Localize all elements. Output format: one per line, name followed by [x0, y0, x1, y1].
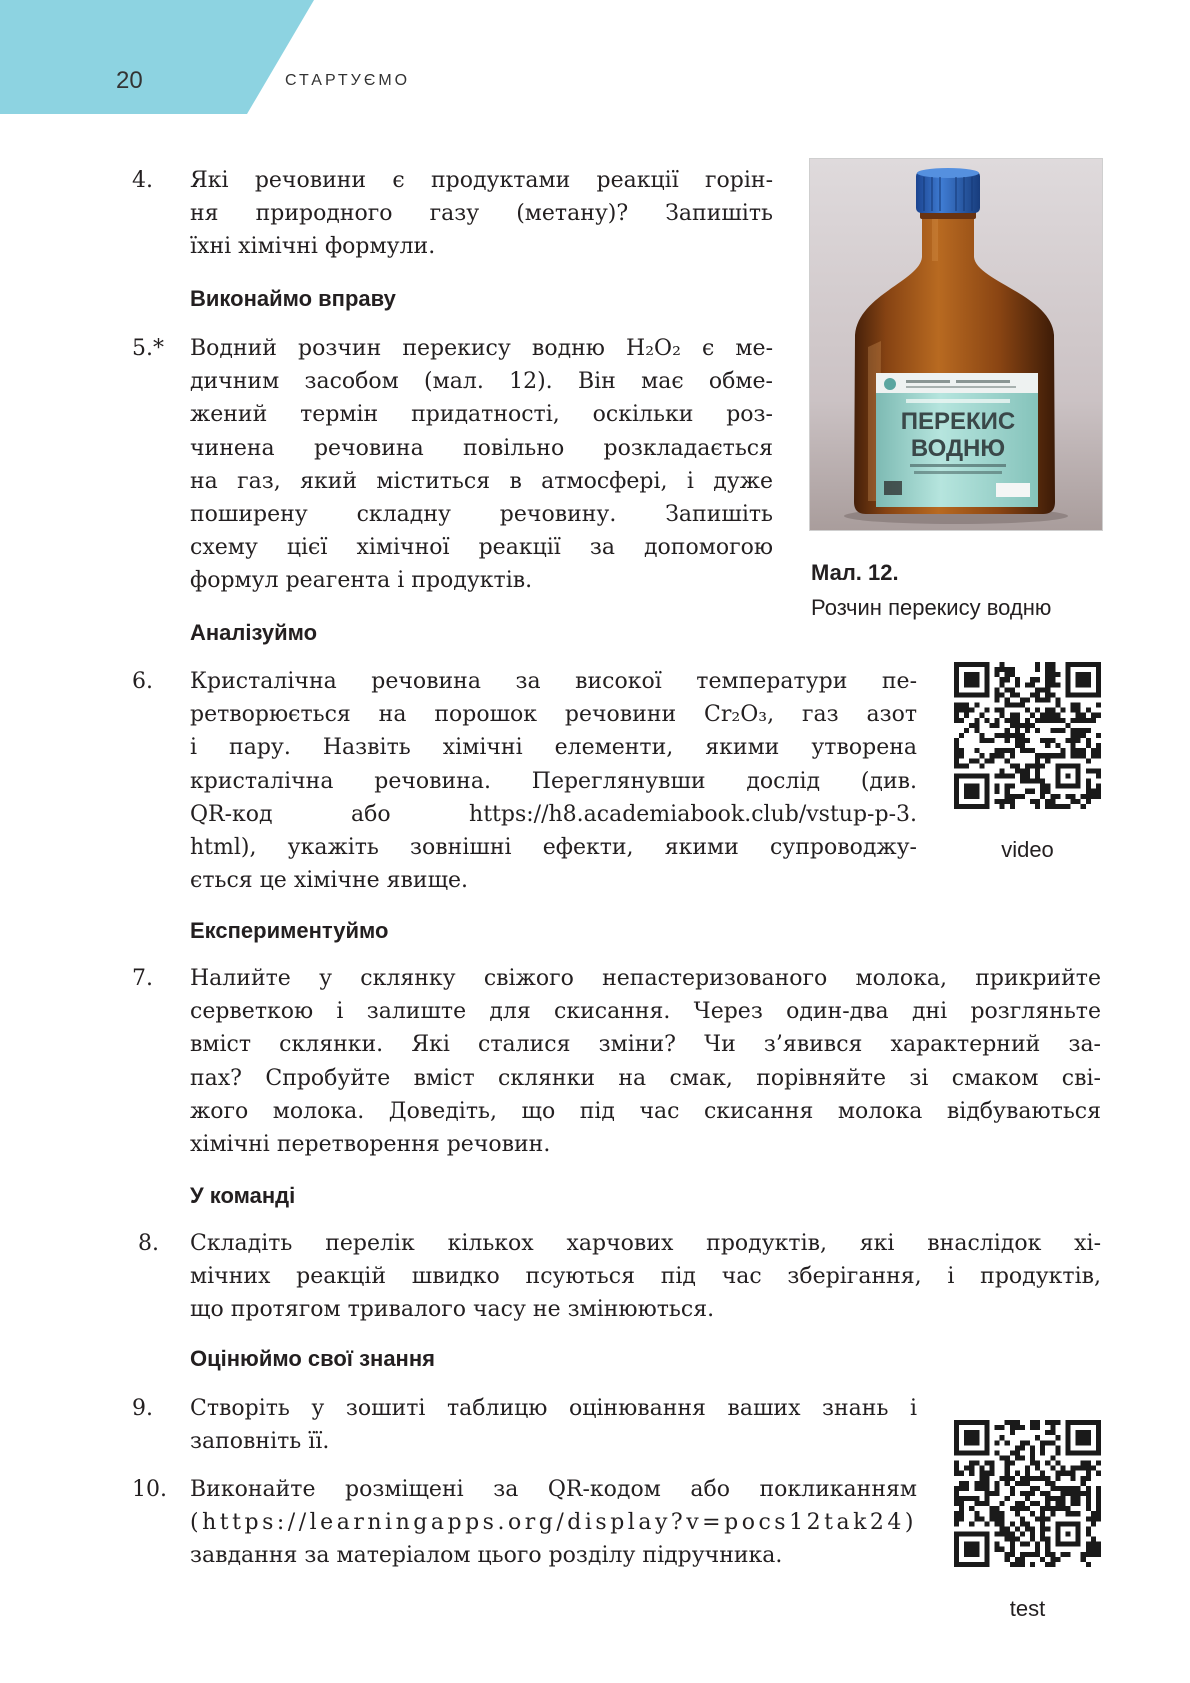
bottle-cap-top	[917, 168, 979, 178]
task-5-line: чинена речовина повільно розкладається	[190, 435, 773, 461]
task-9-number: 9.	[132, 1396, 153, 1421]
task-4-number: 4.	[132, 168, 153, 193]
qr-video-label: video	[1001, 837, 1054, 862]
section-title: СТАРТУЄМО	[285, 72, 411, 89]
header-band	[0, 0, 314, 114]
page-number: 20	[116, 67, 143, 94]
task-5-line: жений термін придатності, оскільки роз-	[190, 402, 773, 428]
task-10-line: завдання за матеріалом цього розділу підручника.	[190, 1543, 783, 1569]
task-7-line: жого молока. Доведіть, що під час скисання молока відбуваються	[190, 1098, 1101, 1124]
task-6-line: Кристалічна речовина за високої температури пе-	[190, 669, 917, 694]
heading-self-assess: Оцінюймо свої знання	[190, 1346, 435, 1371]
figure-caption-text: Розчин перекису водню	[811, 595, 1052, 620]
task-8-number: 8.	[138, 1231, 159, 1256]
task-6	[190, 665, 917, 897]
task-5	[190, 332, 773, 598]
task-4-line: ня природного газу (метану)? Запишіть	[190, 201, 773, 227]
qr-test-label: test	[1009, 1596, 1046, 1621]
task-10-line-url	[190, 1506, 917, 1539]
task-9	[190, 1392, 917, 1458]
task-6-line: ється це хімічне явище.	[190, 868, 469, 894]
task-10-line: Виконайте розміщені за QR-кодом або покликанням	[190, 1477, 917, 1502]
task-9-line: заповніть її.	[190, 1429, 330, 1455]
task-6-line: html), укажіть зовнішні ефекти, якими супроводжу-	[190, 834, 917, 860]
task-7-line: хімічні перетворення речовин.	[190, 1131, 551, 1157]
heading-exercise: Виконаймо вправу	[190, 286, 396, 311]
heading-experiment: Експериментуймо	[190, 918, 389, 943]
task-6-number: 6.	[132, 669, 153, 694]
task-8-line: мічних реакцій швидко псуються під час зберігання, і продуктів,	[190, 1264, 1101, 1290]
task-10	[190, 1473, 917, 1573]
qr-code-video	[954, 662, 1101, 809]
figure-caption-label: Мал. 12.	[811, 560, 899, 585]
task-7	[190, 962, 1101, 1161]
figure-photo	[810, 159, 1102, 530]
task-7-line: серветкою і залиште для скисання. Через один-два дні розгляньте	[190, 999, 1101, 1025]
task-6-line: кристалічна речовина. Переглянувши дослід (див.	[190, 768, 917, 794]
task-8	[190, 1227, 1101, 1327]
task-5-line: Водний розчин перекису водню H₂O₂ є ме-	[190, 336, 773, 361]
task-4	[190, 164, 773, 264]
task-7-line: пах? Спробуйте вміст склянки на смак, порівняйте зі смаком сві-	[190, 1065, 1101, 1091]
task-4-line: Які речовини є продуктами реакції горін-	[190, 168, 773, 193]
task-4-line: їхні хімічні формули.	[190, 234, 436, 260]
bottle-label	[876, 373, 1038, 507]
bottle-neck-highlight	[932, 219, 938, 261]
task-8-line: що протягом тривалого часу не змінюються.	[190, 1297, 715, 1323]
task-5-line: на газ, який міститься в атмосфері, і дуже	[190, 468, 773, 494]
heading-team: У команді	[190, 1183, 296, 1208]
task-6-line: QR-код або https://h8.academiabook.club/vstup-p-3.	[190, 801, 917, 827]
task-5-line: поширену складну речовину. Запишіть	[190, 501, 773, 527]
task-10-url: (https://learningapps.org/display?v=pocs12tak24)	[190, 1510, 918, 1536]
task-9-line: Створіть у зошиті таблицю оцінювання ваших знань і	[190, 1396, 917, 1421]
task-8-line: Складіть перелік кількох харчових продуктів, які внаслідок хі-	[190, 1231, 1101, 1256]
task-7-line: Налийте у склянку свіжого непастеризованого молока, прикрийте	[190, 966, 1101, 991]
task-5-line: формул реагента і продуктів.	[190, 568, 533, 594]
task-5-line: схему цієї хімічної реакції за допомогою	[190, 535, 773, 561]
task-7-line: вміст склянки. Які сталися зміни? Чи з’явився характерний за-	[190, 1032, 1101, 1058]
bottle-label-line-1: ПЕРЕКИС	[900, 408, 1016, 435]
bottle-label-line-2: ВОДНЮ	[910, 435, 1006, 462]
task-6-line: і пару. Назвіть хімічні елементи, якими утворена	[190, 735, 917, 761]
task-6-line: ретворюється на порошок речовини Cr₂O₃, газ азот	[190, 702, 917, 728]
task-7-number: 7.	[132, 966, 153, 991]
heading-analyze: Аналізуймо	[190, 620, 318, 645]
task-5-number: 5.*	[132, 336, 164, 361]
figure-12	[810, 159, 1102, 530]
task-10-number: 10.	[132, 1477, 167, 1502]
task-5-line: дичним засобом (мал. 12). Він має обме-	[190, 369, 773, 395]
qr-code-test	[954, 1420, 1101, 1567]
